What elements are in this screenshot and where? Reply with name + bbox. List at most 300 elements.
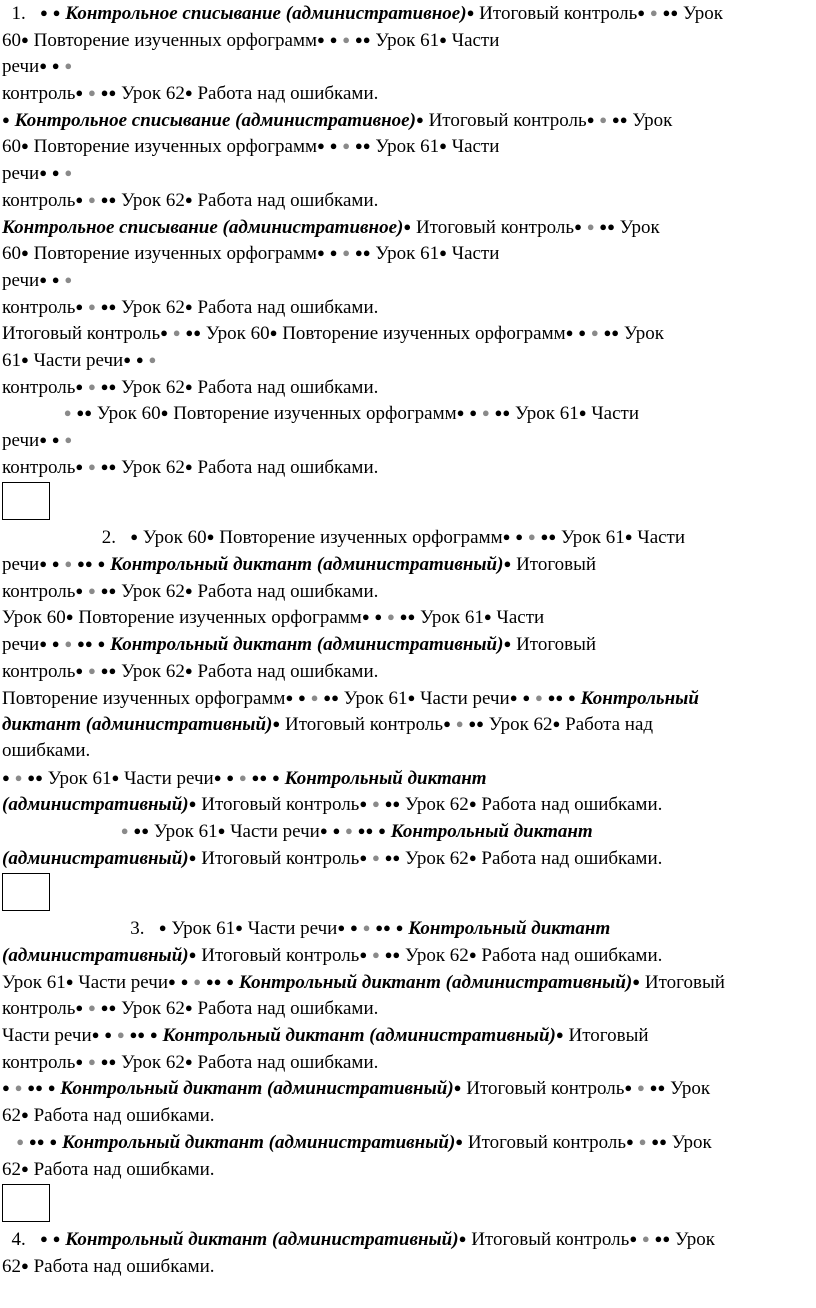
bullet-icon: ● [135, 351, 144, 367]
text-segment: контроль [2, 580, 76, 602]
bullet-icon: ● [184, 298, 193, 314]
bullet-icon: ● [329, 245, 338, 261]
bullet-icon: ● [75, 85, 84, 101]
text-segment: контроль [2, 296, 76, 318]
text-segment: 1. [2, 3, 40, 24]
bullet-icon: ● [52, 1231, 61, 1247]
text-segment: Части [446, 29, 500, 51]
text-segment: Урок 62 [116, 296, 185, 318]
bold-italic-text: Контрольный диктант (административный) [110, 634, 504, 656]
bullet-icon: ● [97, 636, 106, 652]
text-segment: Итоговый контроль [196, 945, 360, 966]
text-segment: Работа над ошибками. [28, 1255, 215, 1277]
bullet-icon: ● [568, 689, 576, 705]
bullet-icon: ● [75, 458, 84, 474]
bullet-icon: ●● [100, 378, 117, 394]
bold-italic-text: Контрольный диктант (административный) [60, 1078, 454, 1100]
text-segment: Части [632, 527, 686, 549]
bullet-icon: ● [565, 325, 574, 341]
bullet-icon: ● [319, 822, 328, 838]
text-line [2, 454, 812, 481]
bold-italic-text: Контрольный диктант (административный) [162, 1025, 556, 1047]
bullet-icon: ●● [354, 245, 371, 261]
bold-italic-text: Контрольный диктант [390, 820, 593, 842]
bullet-icon: ● [148, 351, 157, 367]
text-line [2, 267, 812, 294]
text-line [2, 1226, 812, 1253]
bullet-icon: ● [206, 529, 215, 545]
text-segment: контроль [2, 998, 76, 1020]
bullet-icon: ● [51, 636, 60, 652]
bold-italic-text: Контрольный [580, 687, 699, 709]
text-segment: 60 [2, 29, 21, 51]
text-segment: Итоговый контроль [196, 794, 360, 816]
bold-italic-text: (административный) [2, 847, 189, 869]
text-line [2, 1022, 812, 1049]
bold-italic-text: Контрольное списывание (административное) [14, 109, 416, 131]
bullet-icon: ● [515, 529, 524, 545]
bullet-icon: ● [329, 31, 338, 47]
bullet-icon: ● [578, 405, 587, 421]
bullet-icon: ● [87, 85, 96, 101]
text-segment: 3. [2, 918, 159, 940]
bullet-icon: ● [443, 716, 451, 732]
bullet-icon: ●● [384, 849, 401, 865]
text-segment: Части [491, 607, 545, 629]
document-page [2, 0, 812, 1280]
text-segment: Урок [666, 1131, 712, 1153]
bullet-icon: ●● [375, 920, 391, 936]
bold-italic-text: Контрольный диктант (административный) [238, 971, 633, 993]
text-segment: контроль [2, 189, 76, 211]
text-segment: Урок 61 [556, 527, 625, 549]
bold-italic-text: Контрольное списывание (административное) [65, 3, 467, 24]
bullet-icon: ● [298, 689, 306, 705]
text-segment: Работа над ошибками. [192, 189, 379, 211]
text-line [2, 658, 812, 685]
bullet-icon: ● [285, 689, 294, 705]
text-segment: речи [2, 56, 40, 78]
bullet-icon: ● [439, 138, 447, 154]
bold-italic-text: Контрольный диктант [284, 767, 487, 789]
text-segment: Части речи [2, 1025, 92, 1047]
bullet-icon: ● [455, 1133, 464, 1149]
bullet-icon: ● [184, 1053, 193, 1069]
text-segment: Работа над ошибками. [476, 847, 663, 869]
bullet-icon: ● [21, 31, 29, 47]
text-segment: Урок 62 [116, 189, 185, 211]
bullet-icon: ● [51, 556, 60, 572]
bullet-icon: ● [158, 920, 167, 936]
text-segment: контроль [2, 456, 76, 478]
bullet-icon: ●● [323, 689, 339, 705]
text-segment: Работа над ошибками. [476, 945, 663, 966]
bold-italic-text: Контрольный диктант (административный) [110, 554, 504, 576]
bullet-icon: ● [359, 947, 368, 962]
text-segment: Урок 62 [400, 847, 469, 869]
bullet-icon: ● [502, 529, 511, 545]
bullet-icon: ● [342, 31, 351, 47]
text-line [2, 0, 812, 27]
bullet-icon: ● [361, 609, 370, 625]
bullet-icon: ● [439, 31, 447, 47]
bullet-icon: ● [123, 351, 132, 367]
bullet-icon: ●● [354, 31, 371, 47]
bullet-icon: ●● [100, 191, 117, 207]
bullet-icon: ● [317, 245, 325, 261]
bullet-icon: ● [39, 432, 48, 447]
bullet-icon: ● [87, 1053, 96, 1069]
text-line [2, 320, 812, 347]
bullet-icon: ●● [77, 636, 93, 652]
bold-italic-text: диктант (административный) [2, 714, 273, 736]
bullet-icon: ● [180, 973, 189, 989]
text-segment: 62 [2, 1105, 21, 1127]
bullet-icon: ●● [384, 796, 401, 812]
bold-italic-text: Контрольное списывание (административное) [2, 216, 404, 238]
text-segment: Урок 61 [42, 767, 112, 789]
bullet-icon: ● [458, 1231, 467, 1247]
bullet-icon: ● [213, 769, 222, 785]
bullet-icon: ● [310, 689, 319, 705]
text-line [2, 427, 812, 454]
text-segment [2, 1132, 16, 1153]
text-segment: Повторение изученных орфограмм [73, 607, 362, 629]
text-segment: Повторение изученных орфограмм [28, 136, 318, 158]
bullet-icon: ● [453, 1080, 462, 1096]
bullet-icon: ● [87, 662, 96, 678]
bullet-icon: ●● [384, 947, 401, 962]
bullet-icon: ● [509, 689, 518, 705]
bullet-icon: ● [272, 716, 281, 732]
bullet-icon: ● [456, 405, 465, 421]
text-segment: Урок 61 [415, 607, 484, 629]
bullet-icon: ● [503, 636, 512, 652]
bullet-icon: ●● [603, 325, 620, 341]
bold-italic-text: (административный) [2, 794, 189, 816]
text-segment: Урок 61 [2, 971, 66, 993]
bold-italic-text: Контрольный диктант (административный) [61, 1131, 456, 1153]
bullet-icon: ● [574, 218, 582, 234]
bullet-icon: ●● [100, 298, 117, 314]
bullet-icon: ●● [100, 1053, 117, 1069]
text-segment: контроль [2, 83, 76, 105]
bullet-icon: ●● [185, 325, 202, 341]
text-line [2, 845, 812, 872]
text-segment: Работа над ошибками. [192, 296, 379, 318]
text-line [2, 187, 812, 214]
text-segment: Итоговый контроль [461, 1078, 625, 1100]
bullet-icon: ● [359, 849, 368, 865]
text-segment: Урок [678, 3, 723, 24]
text-segment: Урок 62 [400, 945, 469, 966]
text-segment: Повторение изученных орфограмм [28, 243, 318, 265]
bullet-icon: ● [332, 822, 341, 838]
text-segment: Урок [627, 109, 673, 131]
text-segment: Урок 61 [166, 918, 236, 940]
text-line [2, 107, 812, 134]
text-line [2, 551, 812, 578]
bullet-icon: ● [555, 1027, 564, 1043]
bullet-icon: ● [317, 138, 325, 154]
bullet-icon: ● [624, 529, 633, 545]
bullet-icon: ● [342, 245, 351, 261]
bullet-icon: ● [371, 796, 380, 812]
text-segment: Работа над ошибками. [192, 998, 379, 1020]
text-line [2, 1049, 812, 1076]
text-segment: контроль [2, 376, 76, 398]
bullet-icon: ● [188, 849, 197, 865]
bullet-icon: ● [317, 31, 325, 47]
text-segment: Итоговый [640, 971, 725, 993]
bullet-icon: ● [638, 1133, 647, 1149]
text-segment: Урок 62 [116, 580, 185, 602]
bullet-icon: ● [87, 298, 96, 314]
bullet-icon: ● [111, 769, 120, 785]
bullet-icon: ● [235, 920, 243, 936]
text-segment: Урок 61 [370, 29, 440, 51]
bullet-icon: ● [91, 1027, 100, 1043]
bullet-icon: ● [52, 5, 61, 20]
bullet-icon: ● [184, 458, 193, 474]
bullet-icon: ● [87, 458, 96, 474]
text-line [2, 27, 812, 54]
bullet-icon: ● [395, 920, 404, 936]
bold-italic-text: Контрольный диктант (административный) [65, 1229, 459, 1251]
text-segment: Части речи [119, 767, 214, 789]
text-line [2, 631, 812, 658]
text-segment: речи [2, 430, 40, 451]
bullet-icon: ● [629, 1231, 638, 1247]
bullet-icon: ● [116, 1027, 125, 1043]
bullet-icon: ● [217, 822, 226, 838]
text-line [2, 374, 812, 401]
bullet-icon: ● [21, 1257, 29, 1273]
text-segment: 2. [2, 527, 131, 549]
text-line [2, 1102, 812, 1129]
bullet-icon: ● [87, 582, 96, 598]
bullet-icon: ● [469, 405, 478, 421]
text-segment: речи [2, 554, 40, 576]
bullet-icon: ● [172, 325, 181, 341]
bullet-icon: ● [65, 973, 74, 989]
text-segment: Урок 61 [338, 687, 408, 709]
bold-italic-text: (административный) [2, 945, 189, 966]
bullet-icon: ● [481, 405, 490, 421]
text-line [2, 604, 812, 631]
bullet-icon: ● [403, 218, 412, 234]
bullet-icon: ● [49, 1133, 58, 1149]
bullet-icon: ● [64, 432, 73, 447]
bullet-icon: ● [14, 769, 23, 785]
bullet-icon: ● [63, 405, 72, 421]
text-segment: 60 [2, 136, 21, 158]
text-segment: Работа над ошибками. [192, 660, 379, 682]
bullet-icon: ● [371, 849, 380, 865]
bullet-icon: ● [586, 218, 595, 234]
text-segment: Урок 61 [510, 403, 579, 425]
bullet-icon: ● [64, 271, 73, 287]
text-segment: Работа над ошибками. [28, 1105, 215, 1127]
bullet-icon: ● [586, 111, 595, 127]
bullet-icon: ● [39, 58, 48, 74]
bullet-icon: ● [188, 947, 197, 962]
text-line [2, 969, 812, 996]
bullet-icon: ● [226, 973, 235, 989]
text-segment: Работа над ошибками. [192, 1051, 379, 1073]
text-segment: Урок 62 [116, 998, 185, 1020]
text-segment: Повторение изученных орфограмм [214, 527, 503, 549]
bullet-icon: ● [64, 556, 73, 572]
bullet-icon: ● [40, 5, 48, 20]
bullet-icon: ● [75, 298, 84, 314]
bullet-icon: ● [184, 662, 193, 678]
bullet-icon: ● [599, 111, 608, 127]
text-line [2, 1075, 812, 1102]
bullet-icon: ● [590, 325, 599, 341]
bullet-icon: ● [21, 138, 29, 154]
text-line [2, 685, 812, 712]
bullet-icon: ●● [599, 218, 616, 234]
text-segment: Работа над ошибками. [192, 456, 379, 478]
bullet-icon: ● [552, 716, 561, 732]
bullet-icon: ● [578, 325, 587, 341]
bullet-icon: ● [649, 5, 658, 20]
text-line [2, 53, 812, 80]
text-segment: Работа над ошибками. [28, 1158, 215, 1180]
bullet-icon: ● [51, 432, 60, 447]
text-line [2, 347, 812, 374]
bullet-icon: ● [188, 796, 197, 812]
text-line [2, 400, 812, 427]
text-segment: Повторение изученных орфограмм [277, 323, 566, 345]
bullet-icon: ● [184, 378, 193, 394]
bullet-icon: ● [534, 689, 543, 705]
bullet-icon: ●● [77, 556, 93, 572]
text-segment: ошибками. [2, 739, 91, 761]
text-segment: контроль [2, 1051, 76, 1073]
bullet-icon: ●● [205, 973, 222, 989]
text-line [2, 240, 812, 267]
bullet-icon: ● [238, 769, 247, 785]
bullet-icon: ● [97, 556, 106, 572]
text-segment: Урок 60 [138, 527, 207, 549]
text-line [2, 1129, 812, 1156]
bullet-icon: ●● [651, 1133, 667, 1149]
bullet-icon: ● [374, 609, 383, 625]
bullet-icon: ● [184, 85, 193, 101]
bullet-icon: ● [87, 378, 96, 394]
bullet-icon: ● [371, 947, 380, 962]
text-line [2, 524, 812, 551]
text-segment: Работа над ошибками. [476, 794, 663, 816]
bullet-icon: ● [2, 111, 10, 127]
text-segment: Урок 61 [370, 243, 440, 265]
bullet-icon: ● [21, 351, 29, 367]
text-segment: контроль [2, 660, 76, 682]
text-segment: Работа над ошибками. [192, 580, 379, 602]
bullet-icon: ● [40, 1231, 48, 1247]
bullet-icon: ● [415, 111, 424, 127]
text-segment: Повторение изученных орфограмм [28, 29, 318, 51]
text-segment: Части речи [73, 971, 168, 993]
text-segment: речи [2, 634, 40, 656]
bullet-icon: ● [2, 1080, 10, 1096]
bullet-icon: ● [51, 58, 60, 74]
bullet-icon: ● [75, 191, 84, 207]
text-segment: Части [446, 243, 500, 265]
bullet-icon: ●● [27, 1080, 43, 1096]
text-segment: Урок 61 [370, 136, 440, 158]
bullet-icon: ●● [76, 405, 93, 421]
bullet-icon: ● [193, 973, 202, 989]
text-segment: Части [446, 136, 500, 158]
bullet-icon: ● [641, 1231, 650, 1247]
bullet-icon: ● [47, 1080, 56, 1096]
text-segment: Урок [615, 216, 660, 238]
text-segment: Итоговый контроль [466, 1229, 630, 1251]
bullet-icon: ● [362, 920, 371, 936]
text-segment: 62 [2, 1255, 21, 1277]
text-line [2, 160, 812, 187]
bullet-icon: ● [39, 636, 48, 652]
bullet-icon: ● [637, 5, 646, 20]
text-segment: Урок 62 [116, 660, 185, 682]
bullet-icon: ● [51, 165, 60, 181]
bullet-icon: ● [184, 191, 193, 207]
text-segment [2, 403, 64, 424]
text-segment: Урок [619, 323, 664, 345]
bullet-icon: ● [483, 609, 492, 625]
text-segment: Урок 62 [484, 714, 553, 736]
empty-answer-box [2, 1184, 50, 1222]
text-segment: 60 [2, 243, 21, 265]
bullet-icon: ● [21, 245, 29, 261]
bullet-icon: ●● [129, 1027, 146, 1043]
text-segment: Части речи [242, 918, 338, 940]
bullet-icon: ● [65, 609, 74, 625]
text-segment: Урок 62 [116, 83, 185, 105]
bullet-icon: ● [16, 1133, 25, 1149]
text-line [2, 711, 812, 738]
text-segment [2, 821, 121, 842]
bullet-icon: ● [626, 1133, 634, 1149]
text-line [2, 578, 812, 605]
text-segment: Итоговый контроль [463, 1131, 627, 1153]
text-line [2, 738, 812, 765]
bullet-icon: ● [271, 769, 280, 785]
text-line [2, 818, 812, 845]
text-line [2, 995, 812, 1022]
text-line [2, 1253, 812, 1280]
bullet-icon: ● [184, 1000, 193, 1016]
text-segment: Урок 60 [201, 323, 270, 345]
bullet-icon: ●● [100, 582, 117, 598]
bullet-icon: ● [87, 1000, 96, 1016]
bullet-icon: ● [466, 5, 475, 20]
text-segment: Итоговый [511, 634, 597, 656]
bullet-icon: ● [342, 138, 351, 154]
bullet-icon: ●● [354, 138, 371, 154]
bullet-icon: ● [468, 796, 477, 812]
bullet-icon: ● [39, 271, 48, 287]
text-segment: Части речи [28, 349, 124, 371]
bullet-icon: ● [378, 822, 386, 838]
text-line [2, 1156, 812, 1183]
text-segment: речи [2, 269, 40, 291]
text-segment: Урок 62 [116, 376, 185, 398]
text-segment: Урок 62 [116, 1051, 185, 1073]
